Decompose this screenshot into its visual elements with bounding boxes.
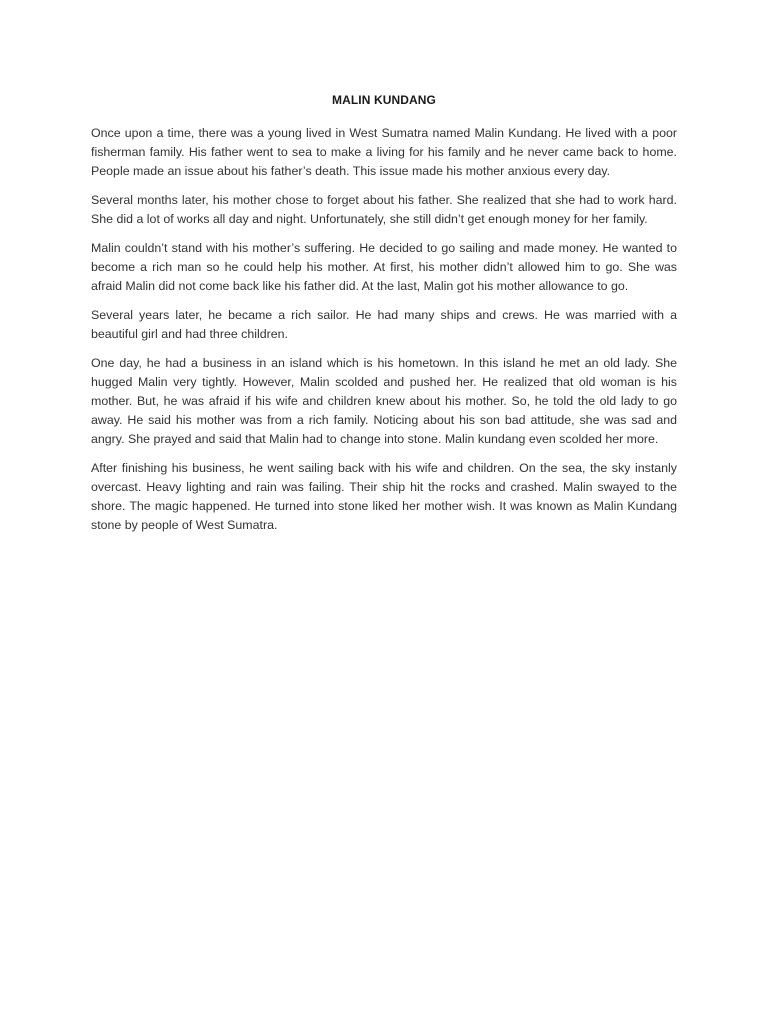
- paragraph: Once upon a time, there was a young lived in West Sumatra named Malin Kundang. He lived with a poor fisherman family. His father went to sea to make a living for his family and he never came back to home. People made an issue about his father’s death. This issue made his mother anxious every day.: [91, 126, 677, 178]
- document-body: [91, 124, 677, 545]
- paragraph: Malin couldn’t stand with his mother’s suffering. He decided to go sailing and made money. He wanted to become a rich man so he could help his mother. At first, his mother didn’t allowed him to go. She was afraid Malin did not come back like his father did. At the last, Malin got his mother allowance to go.: [91, 241, 677, 293]
- paragraph: Several months later, his mother chose to forget about his father. She realized that she had to work hard. She did a lot of works all day and night. Unfortunately, she still didn’t get enough money for her family.: [91, 193, 677, 226]
- paragraph: Several years later, he became a rich sailor. He had many ships and crews. He was married with a beautiful girl and had three children.: [91, 308, 677, 341]
- document-title: MALIN KUNDANG: [332, 93, 436, 107]
- paragraph: One day, he had a business in an island which is his hometown. In this island he met an old lady. She hugged Malin very tightly. However, Malin scolded and pushed her. He realized that old woman is his mother. But, he was afraid if his wife and children knew about his mother. So, he told the old lady to go away. He said his mother was from a rich family. Noticing about his son bad attitude, she was sad and angry. She prayed and said that Malin had to change into stone. Malin kundang even scolded her more.: [91, 356, 677, 446]
- paragraph: After finishing his business, he went sailing back with his wife and children. On the sea, the sky instanly overcast. Heavy lighting and rain was failing. Their ship hit the rocks and crashed. Malin swayed to the shore. The magic happened. He turned into stone liked her mother wish. It was known as Malin Kundang stone by people of West Sumatra.: [91, 461, 677, 532]
